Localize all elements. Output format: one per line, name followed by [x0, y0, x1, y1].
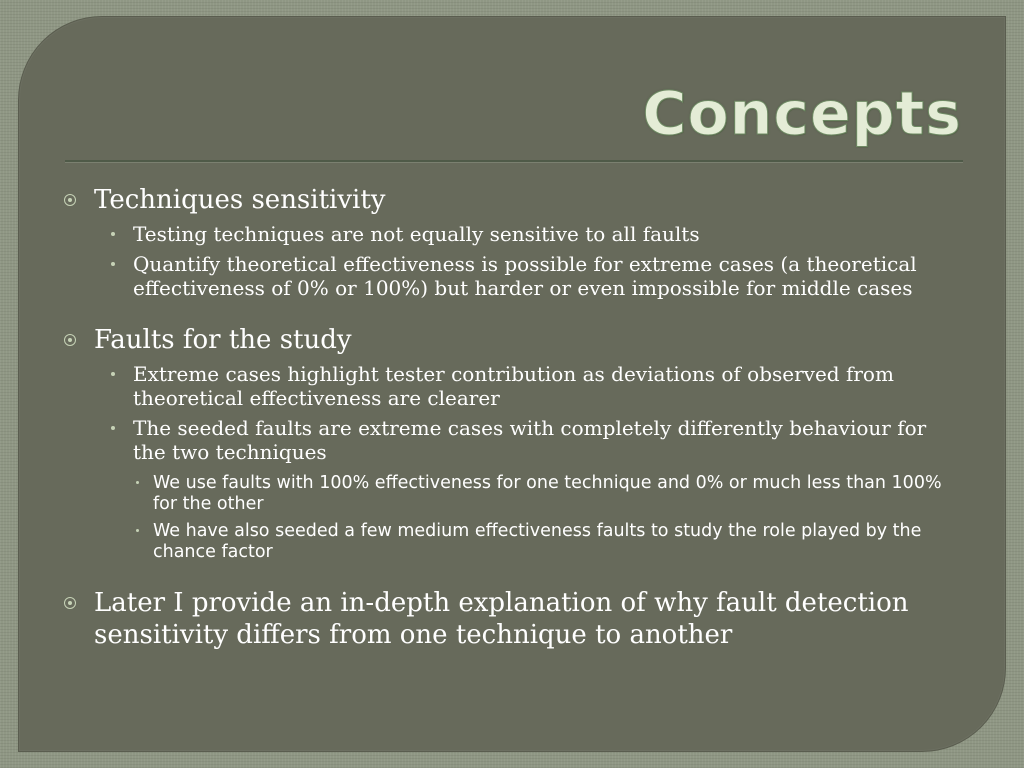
bullet-item [64, 324, 964, 356]
dot-icon [111, 372, 115, 376]
small-dot-icon [136, 529, 139, 532]
dot-icon [111, 232, 115, 236]
sub-bullet-text: Extreme cases highlight tester contribution as deviations of observed from theoretical effectiveness are clearer [133, 362, 894, 410]
dot-icon [111, 262, 115, 266]
bullet-text: Faults for the study [94, 325, 352, 355]
slide-content [64, 184, 964, 651]
sub-bullet-item [64, 362, 964, 410]
sub-sub-bullet-item [64, 521, 964, 563]
sub-sub-bullet-text: We use faults with 100% effectiveness for one technique and 0% or much less than 100% for the other [153, 473, 942, 514]
circled-dot-icon [64, 597, 76, 609]
sub-bullet-text: The seeded faults are extreme cases with completely differently behaviour for the two techniques [133, 416, 927, 464]
title-divider [65, 160, 963, 163]
slide-title: Concepts [642, 79, 962, 149]
sub-bullet-item [64, 252, 964, 300]
sub-bullet-text: Quantify theoretical effectiveness is possible for extreme cases (a theoretical effectiveness of 0% or 100%) but harder or even impossible for middle cases [133, 252, 917, 300]
sub-bullet-item [64, 222, 964, 246]
bullet-text: Later I provide an in-depth explanation of why fault detection sensitivity differs from one technique to another [94, 588, 909, 650]
sub-sub-bullet-item [64, 473, 964, 515]
bullet-item [64, 184, 964, 216]
circled-dot-icon [64, 194, 76, 206]
small-dot-icon [136, 481, 139, 484]
sub-sub-bullet-text: We have also seeded a few medium effectiveness faults to study the role played by the chance factor [153, 521, 922, 562]
dot-icon [111, 426, 115, 430]
circled-dot-icon [64, 334, 76, 346]
sub-bullet-text: Testing techniques are not equally sensitive to all faults [133, 222, 700, 246]
bullet-text: Techniques sensitivity [94, 185, 386, 215]
sub-bullet-item [64, 416, 964, 464]
bullet-item [64, 587, 964, 651]
